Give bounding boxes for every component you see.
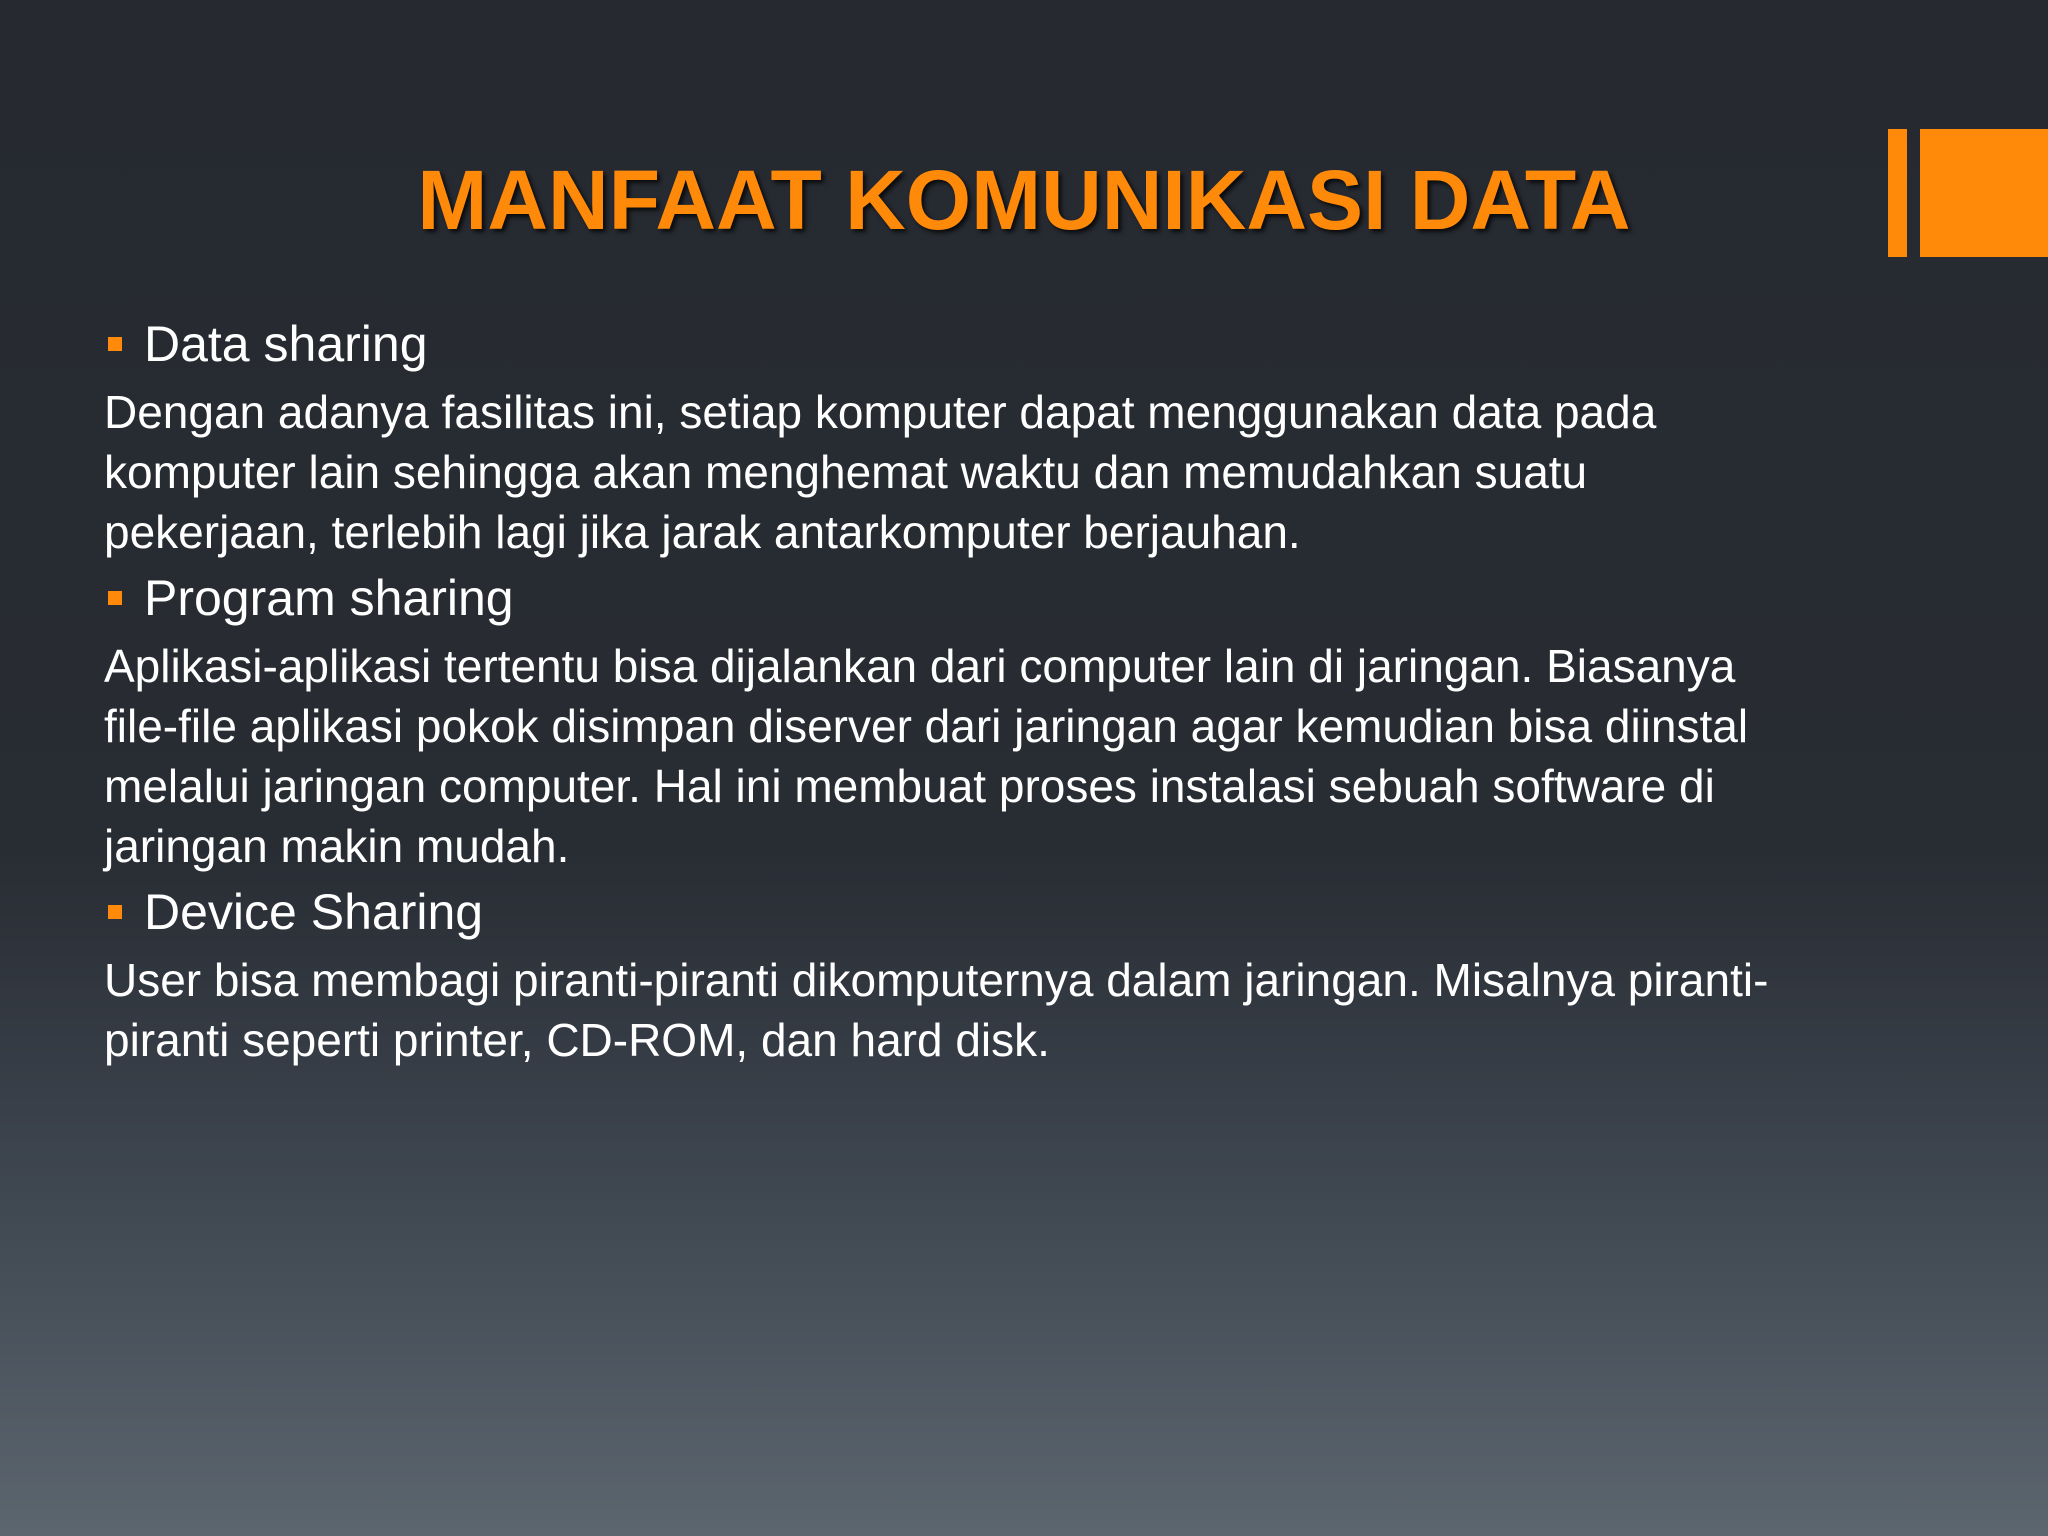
bullet-label: Device Sharing [144, 884, 484, 940]
square-bullet-icon [108, 905, 122, 919]
bullet-item [104, 310, 1984, 378]
description-line: pekerjaan, terlebih lagi jika jarak antarkomputer berjauhan. [104, 506, 1301, 558]
section-program-sharing [104, 564, 1984, 876]
square-bullet-icon [108, 337, 122, 351]
bullet-item [104, 564, 1984, 632]
bullet-label: Program sharing [144, 570, 514, 626]
description-line: Dengan adanya fasilitas ini, setiap komputer dapat menggunakan data pada [104, 386, 1657, 438]
description-line: Aplikasi-aplikasi tertentu bisa dijalankan dari computer lain di jaringan. Biasanya [104, 640, 1736, 692]
description-line: komputer lain sehingga akan menghemat waktu dan memudahkan suatu [104, 446, 1588, 498]
bullet-label: Data sharing [144, 316, 428, 372]
section-data-sharing [104, 310, 1984, 562]
slide-content [104, 310, 1984, 1072]
square-bullet-icon [108, 591, 122, 605]
description-line: jaringan makin mudah. [104, 820, 570, 872]
description-line: User bisa membagi piranti-piranti dikomputernya dalam jaringan. Misalnya piranti- [104, 954, 1769, 1006]
description-line: piranti seperti printer, CD-ROM, dan hard disk. [104, 1014, 1050, 1066]
description-line: file-file aplikasi pokok disimpan diserver dari jaringan agar kemudian bisa diinstal [104, 700, 1749, 752]
bullet-item [104, 878, 1984, 946]
section-device-sharing [104, 878, 1984, 1070]
section-description [104, 950, 1984, 1070]
section-description [104, 382, 1984, 562]
section-description [104, 636, 1984, 876]
description-line: melalui jaringan computer. Hal ini membuat proses instalasi sebuah software di [104, 760, 1715, 812]
slide-title: MANFAAT KOMUNIKASI DATA [417, 153, 1631, 247]
